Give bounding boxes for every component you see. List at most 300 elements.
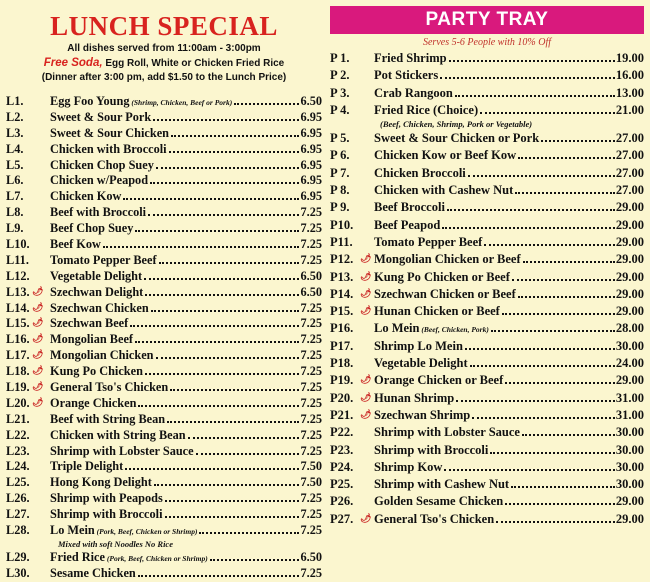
item-name <box>50 237 101 253</box>
item-options: (Beef, Chicken, Pork) <box>419 325 489 335</box>
item-price: 13.00 <box>615 85 644 100</box>
item-code: L14. <box>6 300 30 315</box>
item-name-text: Szechwan Shrimp <box>374 407 471 422</box>
item-name-text: General Tso's Chicken <box>374 511 495 526</box>
menu-item <box>6 491 322 507</box>
item-price: 7.25 <box>300 332 322 347</box>
item-name-text: Shrimp with Cashew Nut <box>374 477 510 492</box>
item-name <box>50 428 186 444</box>
menu-item <box>6 348 322 364</box>
menu-item <box>6 189 322 205</box>
item-name-text: Beef Chop Suey <box>50 221 134 236</box>
item-name-text: Pot Stickers <box>374 68 439 83</box>
item-code: L26. <box>6 491 30 506</box>
item-price: 30.00 <box>615 477 644 492</box>
chili-pepper-icon: 🌶 <box>360 305 372 316</box>
item-code: L27. <box>6 507 30 522</box>
menu-item <box>330 251 644 268</box>
item-name <box>374 442 488 459</box>
item-name <box>50 491 163 507</box>
dot-leader <box>199 531 299 534</box>
item-code: P11. <box>330 234 353 249</box>
item-name <box>50 332 133 348</box>
chili-pepper-icon: 🌶 <box>360 512 372 523</box>
item-price: 7.25 <box>300 316 322 331</box>
menu-item <box>330 459 644 476</box>
item-price: 7.25 <box>300 565 322 580</box>
item-price: 7.25 <box>300 237 322 252</box>
menu-item <box>330 102 644 119</box>
dot-leader <box>505 502 615 505</box>
item-code: P14. <box>330 286 354 301</box>
dot-leader <box>145 293 299 296</box>
menu-item <box>6 364 322 380</box>
item-price: 7.25 <box>300 443 322 458</box>
item-name <box>50 396 136 412</box>
menu-item <box>6 110 322 126</box>
item-name <box>374 390 454 407</box>
item-price: 31.00 <box>615 407 644 422</box>
item-name-text: Shrimp with Broccoli <box>50 507 163 522</box>
chili-pepper-icon: 🌶 <box>32 365 44 376</box>
dot-leader <box>234 102 299 105</box>
menu-item <box>330 269 644 286</box>
item-name <box>374 182 513 199</box>
item-name <box>50 566 136 582</box>
item-code: P13. <box>330 269 354 284</box>
item-name-text: Triple Delight <box>50 459 124 474</box>
item-code: P 7. <box>330 165 350 180</box>
menu-item <box>6 158 322 174</box>
dot-leader <box>138 574 300 577</box>
item-name-text: Fried Rice (Choice) <box>374 102 479 117</box>
item-code: P 3. <box>330 85 350 100</box>
chili-pepper-icon: 🌶 <box>360 253 372 264</box>
item-name-text: Tomato Pepper Beef <box>50 252 157 267</box>
menu-item <box>6 428 322 444</box>
menu-item <box>6 237 322 253</box>
dot-leader <box>502 312 615 315</box>
item-name-text: Szechwan Chicken or Beef <box>374 286 516 301</box>
item-price: 7.25 <box>300 523 322 538</box>
item-code: P 5. <box>330 131 350 146</box>
item-code: P25. <box>330 477 354 492</box>
item-name-text: Shrimp with Lobster Sauce <box>50 443 194 458</box>
free-soda-label: Free Soda, <box>43 57 103 69</box>
dot-leader <box>505 381 615 384</box>
item-name <box>374 165 466 182</box>
item-price: 28.00 <box>615 321 644 336</box>
dot-leader <box>512 278 615 281</box>
item-name <box>50 459 123 475</box>
chili-pepper-icon: 🌶 <box>360 391 372 402</box>
item-price: 30.00 <box>615 459 644 474</box>
item-code: L6. <box>6 173 24 188</box>
item-price: 6.50 <box>300 284 322 299</box>
menu-item <box>6 94 322 110</box>
party-serves-note: Serves 5-6 People with 10% Off <box>422 37 552 48</box>
dot-leader <box>151 309 300 312</box>
menu-item <box>330 372 644 389</box>
menu-item <box>330 320 644 337</box>
dot-leader <box>480 111 615 114</box>
dot-leader <box>159 261 300 264</box>
item-name <box>374 85 453 102</box>
item-name-text: Hong Kong Delight <box>50 475 152 490</box>
item-name-text: Sesame Chicken <box>50 565 136 580</box>
item-code: L24. <box>6 459 30 474</box>
dot-leader <box>144 277 299 280</box>
menu-item <box>6 285 322 301</box>
item-name-text: Shrimp with Broccoli <box>374 442 489 457</box>
item-price: 7.25 <box>300 395 322 410</box>
item-name-text: Chicken with String Bean <box>50 427 186 442</box>
item-name <box>50 507 163 523</box>
item-price: 7.25 <box>300 252 322 267</box>
item-code: L18. <box>6 364 30 379</box>
item-price: 29.00 <box>615 252 644 267</box>
item-name <box>50 126 169 142</box>
item-name <box>374 251 521 268</box>
menu-item <box>6 126 322 142</box>
item-name <box>50 142 167 158</box>
item-name-text: Mongolian Chicken <box>50 348 154 363</box>
dot-leader <box>138 404 299 407</box>
item-price: 16.00 <box>615 68 644 83</box>
dot-leader <box>171 134 299 137</box>
dot-leader <box>468 174 615 177</box>
item-name-text: Fried Shrimp <box>374 51 447 65</box>
item-code: P22. <box>330 425 354 440</box>
item-name-text: Sweet & Sour Chicken or Pork <box>374 131 540 146</box>
dot-leader <box>490 451 615 454</box>
item-price: 6.95 <box>300 141 322 156</box>
item-code: P24. <box>330 459 354 474</box>
item-name <box>50 94 232 111</box>
item-code: P 9. <box>330 200 350 215</box>
dot-leader <box>170 388 299 391</box>
item-name-text: Beef Peapod <box>374 217 441 232</box>
item-price: 7.25 <box>300 364 322 379</box>
dot-leader <box>196 452 300 455</box>
menu-item <box>330 442 644 459</box>
item-name <box>374 269 510 286</box>
item-name-text: Hunan Shrimp <box>374 390 455 405</box>
item-code: P17. <box>330 338 354 353</box>
menu-item <box>6 412 322 428</box>
dot-leader <box>444 468 614 471</box>
menu-item <box>6 380 322 396</box>
dot-leader <box>150 181 299 184</box>
dot-leader <box>123 197 299 200</box>
lunch-special-section <box>6 0 322 582</box>
item-code: L4. <box>6 141 24 156</box>
dot-leader <box>188 436 300 439</box>
item-name <box>50 173 148 189</box>
item-name <box>374 50 447 67</box>
item-options: (Pork, Beef, Chicken or Shrimp) <box>94 527 198 537</box>
item-name-text: Shrimp with Peapods <box>50 491 163 506</box>
item-price: 21.00 <box>615 102 644 117</box>
item-price: 30.00 <box>615 338 644 353</box>
item-name <box>50 444 194 460</box>
item-name <box>374 320 489 338</box>
menu-item <box>330 50 644 67</box>
item-price: 29.00 <box>615 373 644 388</box>
item-name-text: General Tso's Chicken <box>50 380 169 395</box>
item-name <box>50 380 168 396</box>
chili-pepper-icon: 🌶 <box>32 285 44 296</box>
menu-item <box>6 550 322 566</box>
dot-leader <box>103 245 300 248</box>
lunch-menu-list <box>6 94 322 582</box>
item-name <box>374 147 516 164</box>
item-name <box>50 269 142 285</box>
menu-item <box>330 493 644 510</box>
item-price: 29.00 <box>615 234 644 249</box>
item-price: 6.95 <box>300 109 322 124</box>
menu-item <box>6 396 322 412</box>
item-note: (Beef, Chicken, Shrimp, Pork or Vegetable) <box>380 119 533 130</box>
item-name <box>50 189 121 205</box>
item-code: L15. <box>6 316 30 331</box>
item-price: 7.25 <box>300 380 322 395</box>
item-code: P20. <box>330 390 354 405</box>
menu-item <box>330 199 644 216</box>
item-code: L17. <box>6 348 30 363</box>
item-name <box>374 199 445 216</box>
item-name-text: Shrimp Lo Mein <box>374 338 463 353</box>
chili-pepper-icon: 🌶 <box>32 317 44 328</box>
item-code: P21. <box>330 407 354 422</box>
dot-leader <box>511 485 615 488</box>
menu-item <box>330 165 644 182</box>
item-name-text: Vegetable Delight <box>50 268 143 283</box>
item-name-text: Shrimp with Lobster Sauce <box>374 425 520 440</box>
item-name-text: Szechwan Beef <box>50 316 129 331</box>
item-name <box>374 234 482 251</box>
item-name-text: Sweet & Sour Chicken <box>50 125 169 140</box>
item-name-text: Orange Chicken <box>50 395 137 410</box>
item-name <box>374 303 500 320</box>
item-name <box>374 355 468 372</box>
dot-leader <box>153 118 299 121</box>
item-name-text: Mongolian Chicken or Beef <box>374 252 521 267</box>
item-price: 7.25 <box>300 205 322 220</box>
item-code: L9. <box>6 221 24 236</box>
menu-item <box>330 85 644 102</box>
item-price: 30.00 <box>615 442 644 457</box>
dot-leader <box>210 558 300 561</box>
item-code: L29. <box>6 549 30 564</box>
item-code: L10. <box>6 237 30 252</box>
chili-pepper-icon: 🌶 <box>360 408 372 419</box>
chili-pepper-icon: 🌶 <box>360 374 372 385</box>
item-price: 7.25 <box>300 411 322 426</box>
item-name <box>374 511 494 528</box>
item-name <box>374 407 470 424</box>
item-name <box>50 301 149 317</box>
item-code: P 1. <box>330 51 350 65</box>
party-tray-section <box>330 0 644 528</box>
item-code: L12. <box>6 268 30 283</box>
dot-leader <box>165 499 300 502</box>
item-code: L30. <box>6 565 30 580</box>
dot-leader <box>518 295 615 298</box>
lunch-includes <box>6 56 322 71</box>
item-code: L16. <box>6 332 30 347</box>
item-name-text: Vegetable Delight <box>374 356 468 371</box>
dot-leader <box>169 150 300 153</box>
item-code: P18. <box>330 356 354 371</box>
item-price: 6.95 <box>300 189 322 204</box>
item-price: 7.25 <box>300 507 322 522</box>
menu-item <box>330 130 644 147</box>
item-code: L3. <box>6 125 24 140</box>
item-name-text: Sweet & Sour Pork <box>50 109 152 124</box>
party-tray-title: PARTY TRAY <box>330 6 644 34</box>
dot-leader <box>145 372 300 375</box>
dot-leader <box>491 329 615 332</box>
dot-leader <box>154 483 300 486</box>
item-name-text: Szechwan Delight <box>50 284 144 299</box>
dot-leader <box>496 520 615 523</box>
item-name-text: Kung Po Chicken <box>50 364 143 379</box>
chili-pepper-icon: 🌶 <box>32 333 44 344</box>
menu-item <box>6 269 322 285</box>
item-price: 7.25 <box>300 491 322 506</box>
item-name <box>50 285 143 301</box>
item-price: 7.50 <box>300 475 322 490</box>
item-price: 6.50 <box>300 549 322 564</box>
menu-item <box>330 303 644 320</box>
item-price: 6.50 <box>300 268 322 283</box>
item-name-text: Beef with String Bean <box>50 411 166 426</box>
menu-item <box>330 476 644 493</box>
item-code: L11. <box>6 252 29 267</box>
item-name-text: Orange Chicken or Beef <box>374 373 504 388</box>
item-price: 24.00 <box>615 356 644 371</box>
item-name-text: Chicken Chop Suey <box>50 157 154 172</box>
item-code: P27. <box>330 511 354 526</box>
item-name <box>50 253 157 269</box>
item-name <box>50 158 154 174</box>
menu-item <box>330 147 644 164</box>
item-price: 7.25 <box>300 221 322 236</box>
item-price: 31.00 <box>615 390 644 405</box>
menu-item <box>6 566 322 582</box>
dinner-price-note: (Dinner after 3:00 pm, add $1.50 to the Lunch Price) <box>41 72 287 83</box>
menu-item <box>6 253 322 269</box>
item-name-text: Beef with Broccoli <box>50 205 147 220</box>
item-name <box>50 523 197 540</box>
item-price: 27.00 <box>615 183 644 198</box>
dot-leader <box>447 208 615 211</box>
dot-leader <box>523 260 615 263</box>
item-price: 29.00 <box>615 304 644 319</box>
item-name <box>374 286 516 303</box>
item-price: 6.95 <box>300 173 322 188</box>
lunch-includes-rest: Egg Roll, White or Chicken Fried Rice <box>102 58 285 69</box>
item-options: (Shrimp, Chicken, Beef or Pork) <box>129 98 233 107</box>
dot-leader <box>472 416 615 419</box>
item-price: 6.95 <box>300 125 322 140</box>
dot-leader <box>135 229 299 232</box>
item-name-text: Chicken w/Peapod <box>50 173 149 188</box>
item-name-text: Shrimp Kow <box>374 459 443 474</box>
item-name-text: Chicken Broccoli <box>374 165 466 180</box>
item-code: P26. <box>330 494 354 509</box>
item-name-text: Chicken with Cashew Nut <box>374 183 514 198</box>
item-name <box>50 412 165 428</box>
item-code: L28. <box>6 523 30 538</box>
item-name <box>374 102 478 119</box>
menu-item <box>6 316 322 332</box>
item-name <box>374 217 440 234</box>
menu-item <box>6 173 322 189</box>
item-name-text: Crab Rangoon <box>374 85 453 100</box>
dot-leader <box>130 324 299 327</box>
item-code: P 6. <box>330 148 350 163</box>
chili-pepper-icon: 🌶 <box>32 349 44 360</box>
menu-item <box>330 217 644 234</box>
item-name-text: Tomato Pepper Beef <box>374 234 483 249</box>
menu-item <box>330 407 644 424</box>
item-price: 6.50 <box>300 94 322 108</box>
dot-leader <box>541 139 615 142</box>
dot-leader <box>449 59 615 62</box>
item-name-text: Beef Kow <box>50 237 101 252</box>
menu-item <box>6 507 322 523</box>
chili-pepper-icon: 🌶 <box>360 287 372 298</box>
lunch-special-title: LUNCH SPECIAL <box>50 11 278 41</box>
item-name-text: Kung Po Chicken or Beef <box>374 269 510 284</box>
item-price: 29.00 <box>615 269 644 284</box>
menu-item <box>330 338 644 355</box>
item-name <box>50 475 152 491</box>
item-name <box>374 459 442 476</box>
item-price: 6.95 <box>300 157 322 172</box>
item-name-text: Beef Broccoli <box>374 200 445 215</box>
dot-leader <box>522 433 615 436</box>
item-name <box>50 221 133 237</box>
item-name <box>374 67 438 84</box>
item-name-text: Egg Foo Young <box>50 94 130 108</box>
item-code: L22. <box>6 427 30 442</box>
dot-leader <box>165 515 300 518</box>
item-code: L19. <box>6 380 30 395</box>
dot-leader <box>125 467 299 470</box>
item-price: 7.25 <box>300 300 322 315</box>
chili-pepper-icon: 🌶 <box>32 381 44 392</box>
item-name-text: Lo Mein <box>374 321 420 336</box>
dot-leader <box>156 166 300 169</box>
menu-item <box>330 182 644 199</box>
item-price: 7.50 <box>300 459 322 474</box>
item-price: 29.00 <box>615 286 644 301</box>
chili-pepper-icon: 🌶 <box>32 301 44 312</box>
dot-leader <box>455 94 615 97</box>
dot-leader <box>442 226 615 229</box>
menu-item <box>330 511 644 528</box>
item-code: L13. <box>6 284 30 299</box>
dot-leader <box>518 156 615 159</box>
menu-item <box>6 205 322 221</box>
menu-item <box>6 301 322 317</box>
item-name-text: Szechwan Chicken <box>50 300 149 315</box>
dot-leader <box>465 347 615 350</box>
item-note: Mixed with soft Noodles No Rice <box>58 538 173 549</box>
